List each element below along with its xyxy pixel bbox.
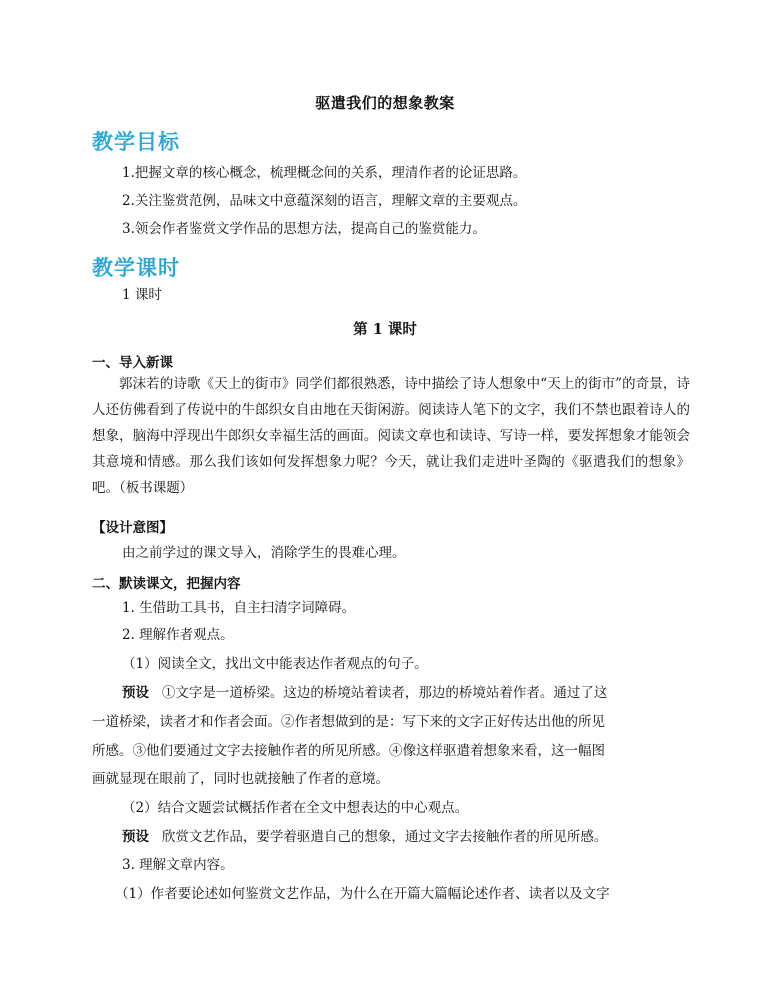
preset-text: 欣赏文艺作品，要学着驱遣自己的想象，通过文字去接触作者的所见所感。 xyxy=(161,829,608,845)
preset-1-line: 一道桥梁，读者才和作者会面。②作者想做到的是：写下来的文字正好传达出他的所见 xyxy=(92,714,605,730)
document-title: 驱遣我们的想象教案 xyxy=(315,94,455,112)
objective-item: 3.领会作者鉴赏文学作品的思想方法，提高自己的鉴赏能力。 xyxy=(122,221,486,237)
preset-1-line xyxy=(92,681,690,701)
step-2: 2. 理解作者观点。 xyxy=(122,627,234,643)
lesson-count: 1 课时 xyxy=(122,287,162,303)
design-heading: 【设计意图】 xyxy=(92,520,173,536)
question-2: （2）结合文题尝试概括作者在全文中想表达的中心观点。 xyxy=(122,800,469,816)
part2-heading: 二、默读课文，把握内容 xyxy=(92,576,241,592)
preset-2-line xyxy=(92,825,690,845)
objective-item: 2.关注鉴赏范例，品味文中意蕴深刻的语言，理解文章的主要观点。 xyxy=(122,193,527,209)
objective-item: 1.把握文章的核心概念，梳理概念间的关系，理清作者的论证思路。 xyxy=(122,165,527,181)
question-1: （1）阅读全文，找出文中能表达作者观点的句子。 xyxy=(122,656,428,672)
lesson-title: 第 1 课时 xyxy=(353,321,417,338)
part1-heading: 一、导入新课 xyxy=(92,355,173,371)
step-1: 1. 生借助工具书，自主扫清字词障碍。 xyxy=(122,600,356,616)
preset-label: 预设 xyxy=(122,685,149,701)
preset-label: 预设 xyxy=(122,829,149,845)
preset-text: ①文字是一道桥梁。这边的桥境站着读者，那边的桥境站着作者。通过了这 xyxy=(161,685,608,701)
preset-1-line: 所感。③他们要通过文字去接触作者的所见所感。④像这样驱遣着想象来看，这一幅图 xyxy=(92,743,605,759)
hours-heading: 教学课时 xyxy=(92,256,180,280)
step-3: 3. 理解文章内容。 xyxy=(122,857,234,873)
question-3: （1）作者要论述如何鉴赏文艺作品，为什么在开篇大篇幅论述作者、读者以及文字 xyxy=(115,886,610,902)
preset-1-line: 画就显现在眼前了，同时也就接触了作者的意境。 xyxy=(92,771,389,787)
objectives-heading: 教学目标 xyxy=(92,130,180,154)
intro-paragraph: 郭沫若的诗歌《天上的街市》同学们都很熟悉，诗中描绘了诗人想象中“天上的街市”的奇景，诗人还仿佛看到了传说中的牛郎织女自由地在天街闲游。阅读诗人笔下的文字，我们不禁也跟着诗人的想象，脑海中浮现出牛郎织女幸福生活的画面。阅读文章也和读诗、写诗一样，要发挥想象才能领会其意境和情感。那么我们该如何发挥想象力呢？今天，就让我们走进叶圣陶的《驱遣我们的想象》吧。（板书课题） xyxy=(92,376,690,496)
design-text: 由之前学过的课文导入，消除学生的畏难心理。 xyxy=(122,545,406,561)
